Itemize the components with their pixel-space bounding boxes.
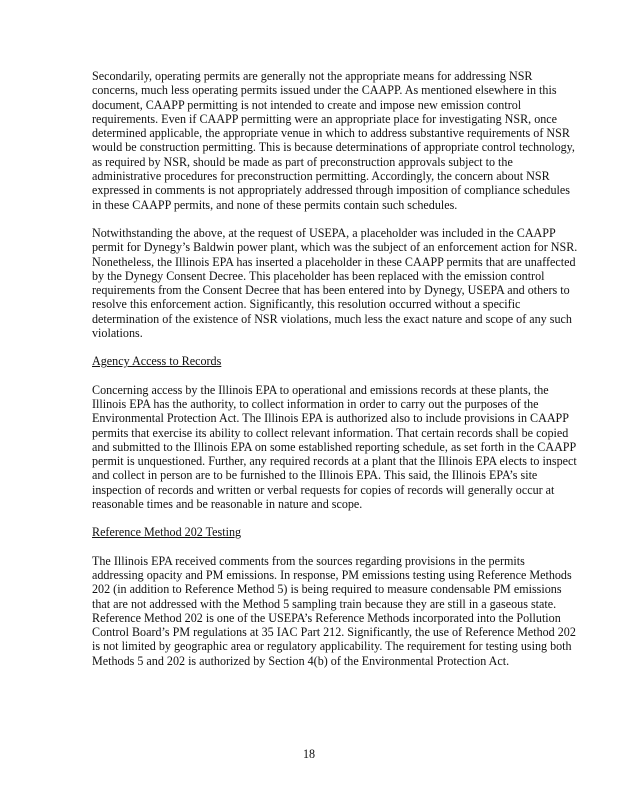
heading-agency-access-to-records: Agency Access to Records [92, 354, 222, 369]
paragraph-nsr-operating-permits: Secondarily, operating permits are generally not the appropriate means for addressing NSR concerns, much less operating permits issued under the CAAPP. As mentioned elsewhere in this document, CAAPP permitting is not intended to create and impose new emission control requirements. Even if CAAPP permitting were an appropriate place for investigating NSR, once determined applicable, the appropriate venue in which to address substantive requirements of NSR would be construction permitting. This is because determinations of appropriate control technology, as required by NSR, should be made as part of preconstruction approvals subject to the administrative procedures for preconstruction permitting. Accordingly, the concern about NSR expressed in comments is not appropriately addressed through imposition of compliance schedules in these CAAPP permits, and none of these permits contain such schedules. [92, 69, 575, 212]
heading-reference-method-202-testing: Reference Method 202 Testing [92, 525, 242, 540]
paragraph-dynegy-placeholder: Notwithstanding the above, at the request of USEPA, a placeholder was included in the CAAPP permit for Dynegy’s Baldwin power plant, which was the subject of an enforcement action for NSR. Nonetheless, the Illinois EPA has inserted a placeholder in these CAAPP permits that are unaffected by the Dynegy Consent Decree. This placeholder has been replaced with the emission control requirements from the Consent Decree that has been entered into by Dynegy, USEPA and others to resolve this enforcement action. Significantly, this resolution occurred without a specific determination of the existence of NSR violations, much less the exact nature and scope of any such violations. [92, 225, 578, 341]
paragraph-reference-method-202: The Illinois EPA received comments from the sources regarding provisions in the permits addressing opacity and PM emissions. In response, PM emissions testing using Reference Methods 202 (in addition to Reference Method 5) is being required to measure condensable PM emissions that are not addressed with the Method 5 sampling train because they are still in a gaseous state. Reference Method 202 is one of the USEPA’s Reference Methods incorporated into the Pollution Control Board’s PM regulations at 35 IAC Part 212. Significantly, the use of Reference Method 202 is not limited by geographic area or regulatory applicability. The requirement for testing using both Methods 5 and 202 is authorized by Section 4(b) of the Environmental Protection Act. [92, 553, 576, 668]
page-number: 18 [302, 747, 316, 761]
document-body [92, 69, 578, 668]
paragraph-records-access: Concerning access by the Illinois EPA to operational and emissions records at these plants, the Illinois EPA has the authority, to collect information in order to carry out the purposes of the Environmental Protection Act. The Illinois EPA is authorized also to include provisions in CAAPP permits that exercise its ability to collect relevant information. That certain records shall be copied and submitted to the Illinois EPA on some established reporting schedule, as set forth in the CAAPP permit is unquestioned. Further, any required records at a plant that the Illinois EPA elects to inspect and collect in person are to be furnished to the Illinois EPA. This said, the Illinois EPA’s site inspection of records and written or verbal requests for copies of records will generally occur at reasonable times and be reasonable in nature and scope. [92, 382, 577, 512]
